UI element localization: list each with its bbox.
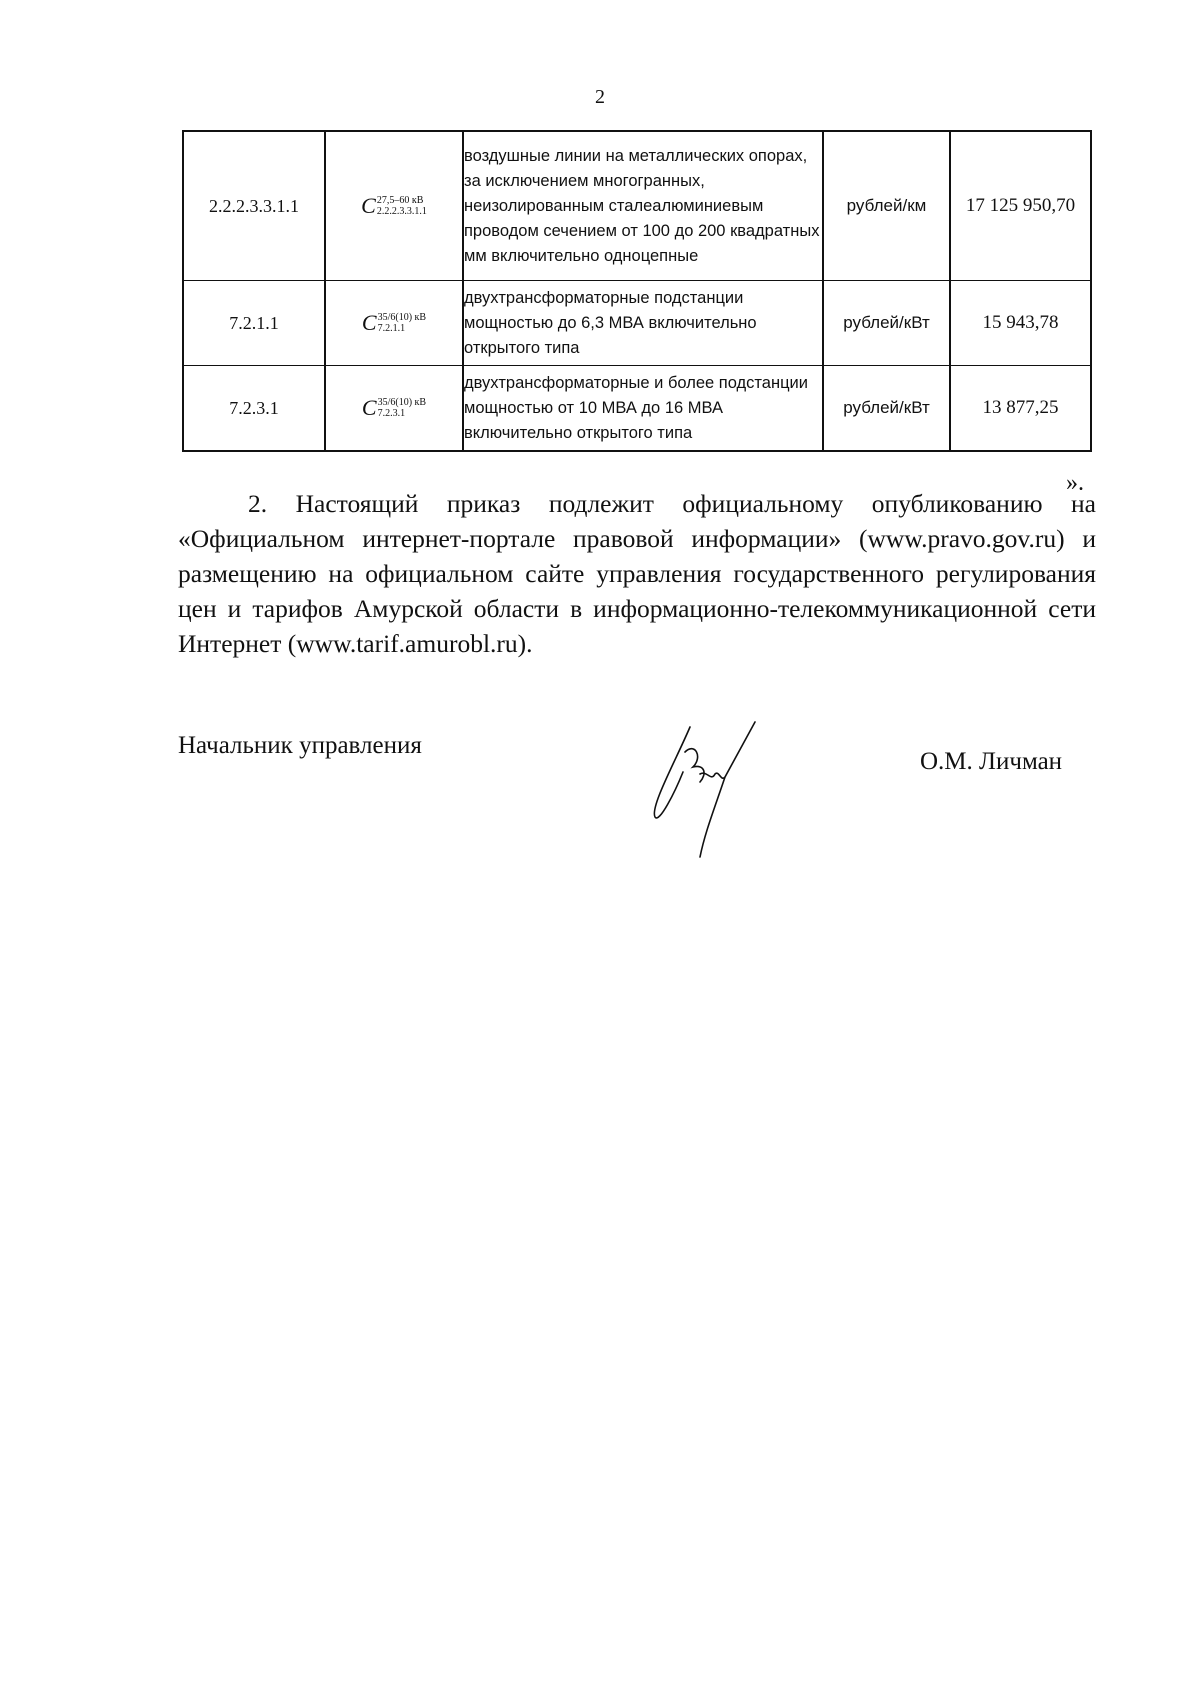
row-description: двухтрансформаторные подстанции мощностью до 6,3 МВА включительно открытого типа: [463, 281, 823, 366]
rate-symbol: C 35/6(10) кВ 7.2.1.1: [361, 310, 427, 335]
row-formula: [325, 366, 463, 452]
row-formula: [325, 131, 463, 281]
rate-subscript: 7.2.1.1: [377, 323, 406, 334]
table-row: [183, 281, 1091, 366]
row-unit: рублей/кВт: [823, 366, 950, 452]
table-row: [183, 366, 1091, 452]
publication-paragraph: [178, 486, 1096, 661]
table-row: [183, 131, 1091, 281]
signatory-position: Начальник управления: [178, 732, 422, 759]
row-value: 13 877,25: [950, 366, 1091, 452]
rate-superscript: 35/6(10) кВ: [377, 312, 427, 323]
row-description: воздушные линии на металлических опорах, за исключением многогранных, неизолированным сталеалюминиевым проводом сечением от 100 до 200 квадратных мм включительно одноцепные: [463, 131, 823, 281]
row-value: 17 125 950,70: [950, 131, 1091, 281]
row-description: двухтрансформаторные и более подстанции мощностью от 10 МВА до 16 МВА включительно открытого типа: [463, 366, 823, 452]
closing-quote: ».: [1066, 470, 1084, 496]
row-formula: [325, 281, 463, 366]
row-code: 2.2.2.3.3.1.1: [183, 131, 325, 281]
rate-subscript: 2.2.2.3.3.1.1: [376, 206, 427, 217]
row-value: 15 943,78: [950, 281, 1091, 366]
page-number: 2: [595, 86, 605, 108]
row-code: 7.2.1.1: [183, 281, 325, 366]
rate-symbol: C 27,5–60 кВ 2.2.2.3.3.1.1: [361, 193, 427, 218]
rate-subscript: 7.2.3.1: [377, 408, 406, 419]
row-unit: рублей/кВт: [823, 281, 950, 366]
rate-superscript: 27,5–60 кВ: [376, 195, 424, 206]
paragraph-text: 2. Настоящий приказ подлежит официальному опубликованию на «Официальном интернет-портале правовой информации» (www.pravo.gov.ru) и размещению на официальном сайте управления государственного регулирования цен и тарифов Амурской области в информационно-телекоммуникационной сети Интернет (www.tarif.amurobl.ru).: [178, 489, 1096, 658]
row-unit: рублей/км: [823, 131, 950, 281]
tariff-table: [182, 130, 1092, 452]
row-code: 7.2.3.1: [183, 366, 325, 452]
signatory-name: О.М. Личман: [920, 748, 1063, 775]
handwritten-signature: [645, 712, 815, 862]
rate-symbol: C 35/6(10) кВ 7.2.3.1: [361, 395, 427, 420]
rate-superscript: 35/6(10) кВ: [377, 397, 427, 408]
